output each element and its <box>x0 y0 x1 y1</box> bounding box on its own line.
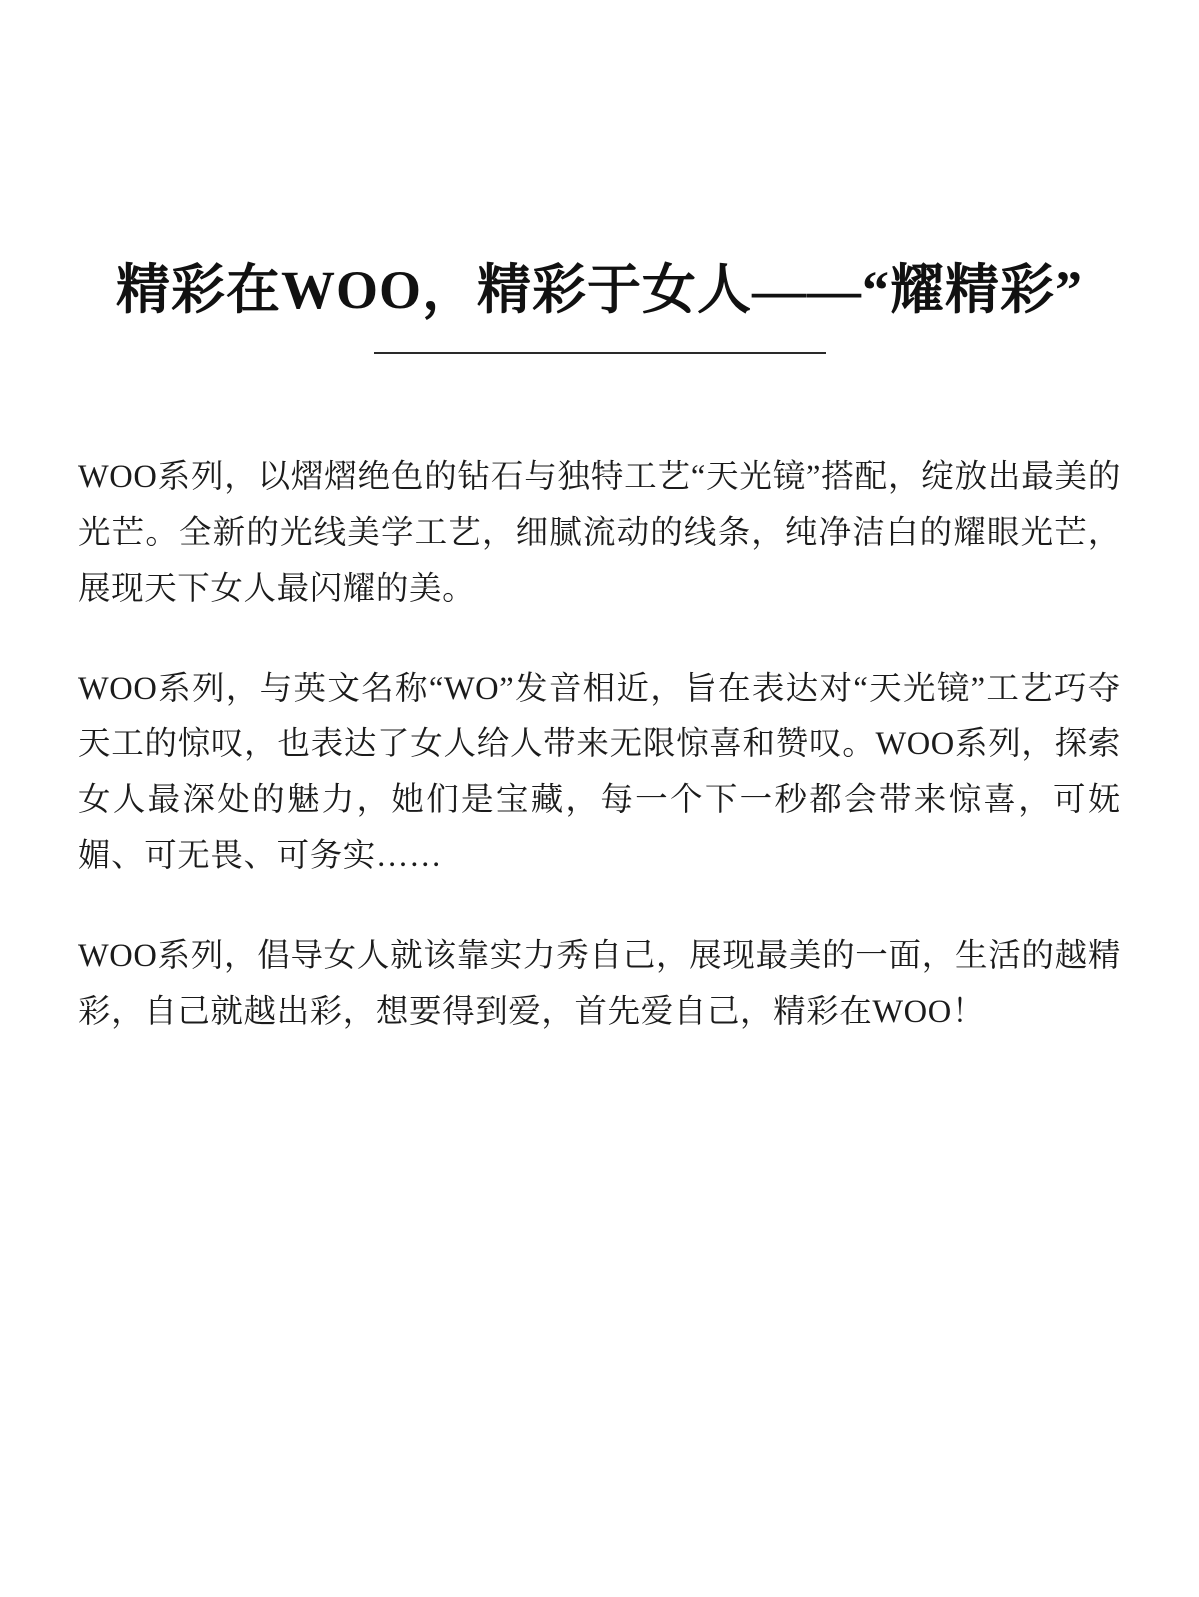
body-text <box>78 450 1121 1041</box>
title-block <box>78 0 1121 354</box>
page-title: 精彩在WOO，精彩于女人——“耀精彩” <box>115 260 1083 320</box>
paragraph: WOO系列，以熠熠绝色的钻石与独特工艺“天光镜”搭配，绽放出最美的光芒。全新的光线美学工艺，细腻流动的线条，纯净洁白的耀眼光芒，展现天下女人最闪耀的美。 <box>78 458 1121 607</box>
divider-line <box>374 352 826 354</box>
paragraph: WOO系列，倡导女人就该靠实力秀自己，展现最美的一面，生活的越精彩，自己就越出彩，想要得到爱，首先爱自己，精彩在WOO！ <box>78 938 1121 1030</box>
paragraph: WOO系列，与英文名称“WO”发音相近，旨在表达对“天光镜”工艺巧夺天工的惊叹，也表达了女人给人带来无限惊喜和赞叹。WOO系列，探索女人最深处的魅力，她们是宝藏，每一个下一秒都会带来惊喜，可妩媚、可无畏、可务实…… <box>78 670 1121 875</box>
title-divider <box>78 352 1121 354</box>
